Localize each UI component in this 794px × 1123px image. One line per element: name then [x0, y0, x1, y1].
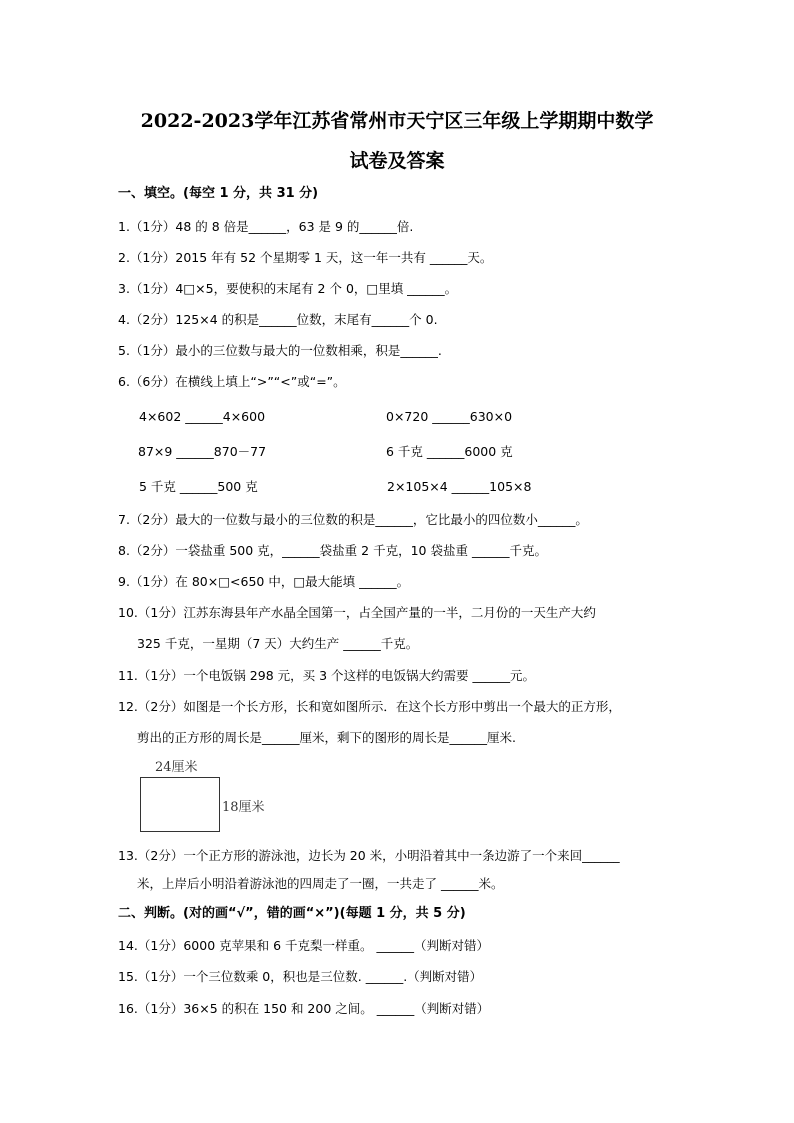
- compare-item: 5 千克 ______500 克: [139, 479, 258, 494]
- compare-item: 0×720 ______630×0: [386, 409, 513, 424]
- compare-item: 4×602 ______4×600: [139, 409, 266, 424]
- question-10: 10.（1分）江苏东海县年产水晶全国第一，占全国产量的一半，二月份的一天生产大约: [118, 605, 596, 620]
- question-15: 15.（1分）一个三位数乘 0，积也是三位数. ______.（判断对错）: [118, 969, 483, 984]
- question-4: 4.（2分）125×4 的积是______位数，末尾有______个 0.: [118, 312, 438, 327]
- question-2: 2.（1分）2015 年有 52 个星期零 1 天，这一年一共有 ______天。: [118, 250, 493, 265]
- question-1: 1.（1分）48 的 8 倍是______，63 是 9 的______倍.: [118, 219, 414, 234]
- rectangle-width-label: 18厘米: [222, 800, 265, 815]
- compare-item: 2×105×4 ______105×8: [387, 479, 532, 494]
- question-11: 11.（1分）一个电饭锅 298 元，买 3 个这样的电饭锅大约需要 ______元。: [118, 668, 536, 683]
- question-12: 12.（2分）如图是一个长方形，长和宽如图所示．在这个长方形中剪出一个最大的正方形，: [118, 699, 621, 714]
- question-13-continued: 米，上岸后小明沿着游泳池的四周走了一圈，一共走了 ______米。: [137, 876, 504, 891]
- question-9: 9.（1分）在 80×□<650 中，□最大能填 ______。: [118, 574, 410, 589]
- question-13: 13.（2分）一个正方形的游泳池，边长为 20 米，小明沿着其中一条边游了一个来回______: [118, 848, 620, 863]
- rectangle-figure: [140, 777, 220, 832]
- compare-item: 87×9 ______870－77: [138, 444, 267, 459]
- question-14: 14.（1分）6000 克苹果和 6 千克梨一样重。 ______（判断对错）: [118, 938, 489, 953]
- question-6: 6.（6分）在横线上填上“>”“<”或“=”。: [118, 374, 346, 389]
- compare-item: 6 千克 ______6000 克: [386, 444, 513, 459]
- section-heading-fill-blank: 一、填空。(每空 1 分，共 31 分): [118, 186, 319, 201]
- doc-subtitle: 试卷及答案: [349, 150, 445, 172]
- question-12-continued: 剪出的正方形的周长是______厘米，剩下的图形的周长是______厘米.: [137, 730, 516, 745]
- question-16: 16.（1分）36×5 的积在 150 和 200 之间。 ______（判断对错）: [118, 1001, 490, 1016]
- doc-title: 2022-2023学年江苏省常州市天宁区三年级上学期期中数学: [140, 110, 654, 132]
- question-8: 8.（2分）一袋盐重 500 克，______袋盐重 2 千克，10 袋盐重 ______千克。: [118, 543, 547, 558]
- question-5: 5.（1分）最小的三位数与最大的一位数相乘，积是______.: [118, 343, 442, 358]
- section-heading-true-false: 二、判断。(对的画“√”，错的画“×”)(每题 1 分，共 5 分): [118, 906, 466, 921]
- question-7: 7.（2分）最大的一位数与最小的三位数的积是______，它比最小的四位数小______。: [118, 512, 588, 527]
- question-10-continued: 325 千克，一星期（7 天）大约生产 ______千克。: [137, 636, 419, 651]
- rectangle-length-label: 24厘米: [155, 760, 198, 775]
- question-3: 3.（1分）4□×5，要使积的末尾有 2 个 0，□里填 ______。: [118, 281, 458, 296]
